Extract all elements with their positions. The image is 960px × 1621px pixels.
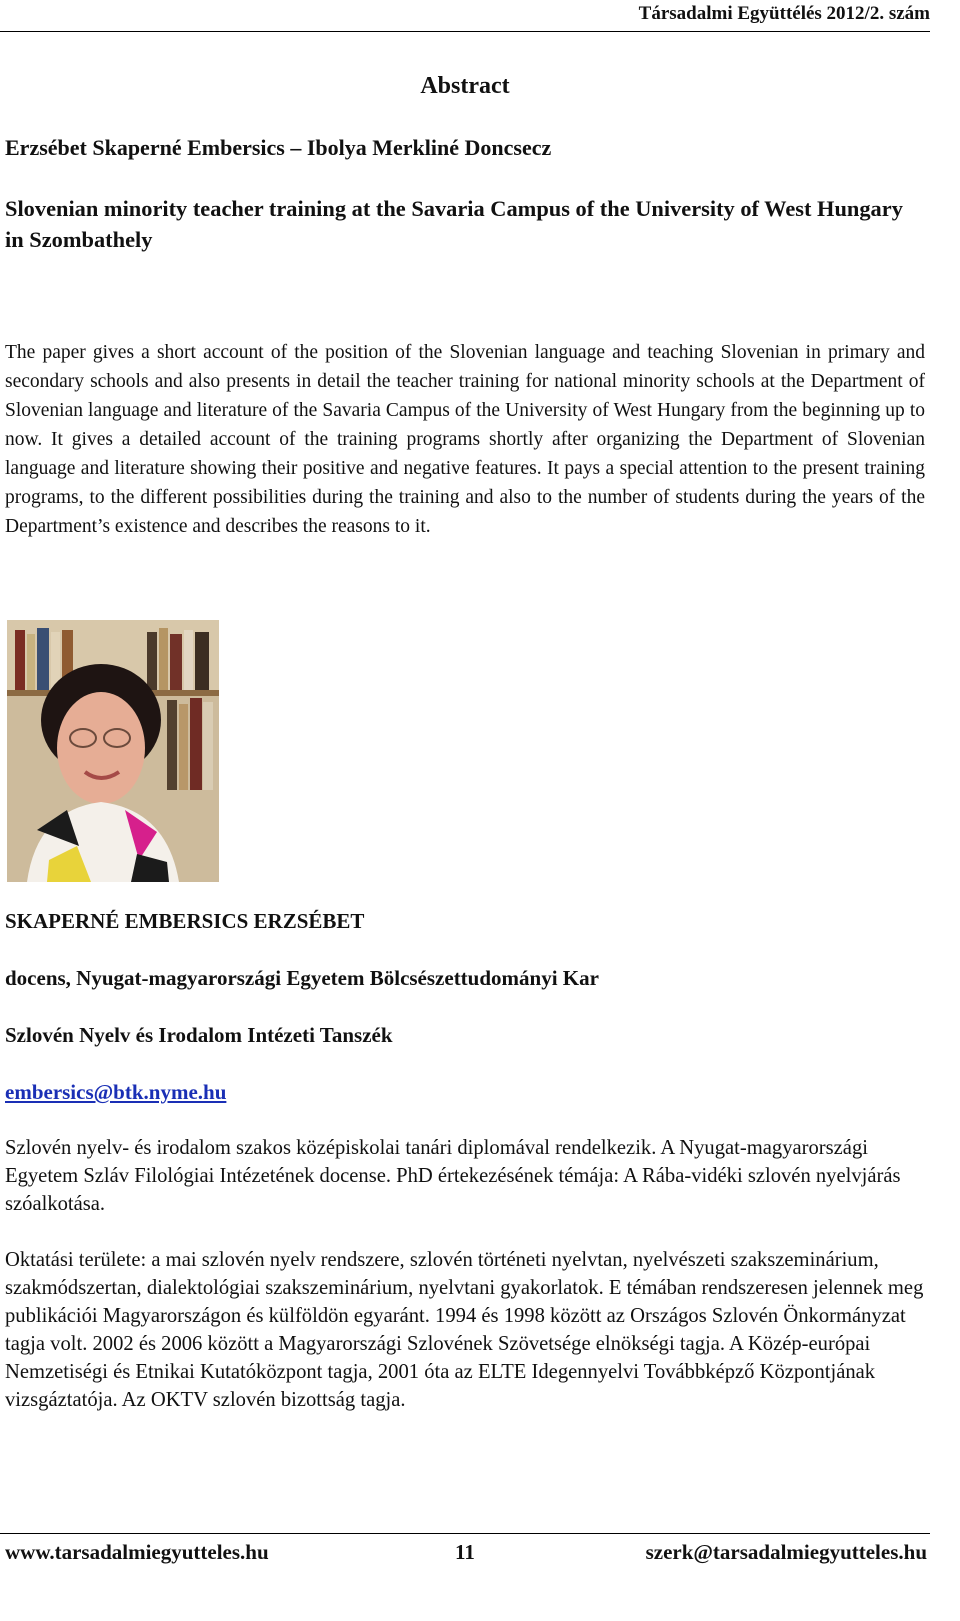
bio-email-link[interactable]: embersics@btk.nyme.hu [5,1080,227,1104]
bio-name: SKAPERNÉ EMBERSICS ERZSÉBET [5,909,365,933]
footer-website-link[interactable]: www.tarsadalmiegyutteles.hu [5,1540,269,1564]
authors: Erzsébet Skaperné Embersics – Ibolya Merkliné Doncsecz [5,135,552,160]
author-photo [7,620,219,882]
running-head: Társadalmi Együttélés 2012/2. szám [0,0,930,32]
bio-department: Szlovén Nyelv és Irodalom Intézeti Tanszék [5,1023,393,1047]
footer-email-link[interactable]: szerk@tarsadalmiegyutteles.hu [645,1540,927,1564]
bio-position: docens, Nyugat-magyarországi Egyetem Bölcsészettudományi Kar [5,966,599,990]
abstract-text [5,338,925,541]
abstract-part-2: It gives a detailed account of the training programs shortly after organizing the Department of Slovenian language and literature showing their positive and negative features. It pays a special attention to the present training programs, to the different possibilities during the training and also to the number of students during the years of the Department’s existence and describes the reasons to it. [5,429,925,537]
author-photo-illustration [7,620,219,882]
paper-title: Slovenian minority teacher training at the Savaria Campus of the University of West Hungary in Szombathely [5,196,903,252]
page-footer [5,1536,927,1568]
page-number: 11 [455,1540,475,1564]
bio-paragraph-2: Oktatási területe: a mai szlovén nyelv rendszere, szlovén történeti nyelvtan, nyelvészeti szakszeminárium, szakmódszertan, dialektológiai szakszeminárium, nyelvtani gyakorlatok. E témában rendszeresen jelennek meg publikációi Magyarországon és külföldön egyaránt. 1994 és 1998 között az Országos Szlovén Önkormányzat tagja volt. 2002 és 2006 között a Magyarországi Szlovének Szövetsége elnökségi tagja. A Közép-európai Nemzetiségi és Etnikai Kutatóközpont tagja, 2001 óta az ELTE Idegennyelvi Továbbképző Központjának vizsgáztatója. Az OKTV szlovén bizottság tagja. [5,1249,924,1411]
section-title: Abstract [420,73,510,99]
abstract-part-1: The paper gives a short account of the position of the Slovenian language and teaching Slovenian in primary and secondary schools and also presents in detail the teacher training for national minority schools at the Department of Slovenian language and literature of the Savaria Campus of the University of West Hungary from the beginning up to now. [5,342,925,450]
footer-divider [0,1533,930,1534]
bio-paragraph-1: Szlovén nyelv- és irodalom szakos középiskolai tanári diplomával rendelkezik. A Nyugat-magyarországi Egyetem Szláv Filológiai Intézetének docense. PhD értekezésének témája: A Rába-vidéki szlovén nyelvjárás szóalkotása. [5,1137,901,1215]
